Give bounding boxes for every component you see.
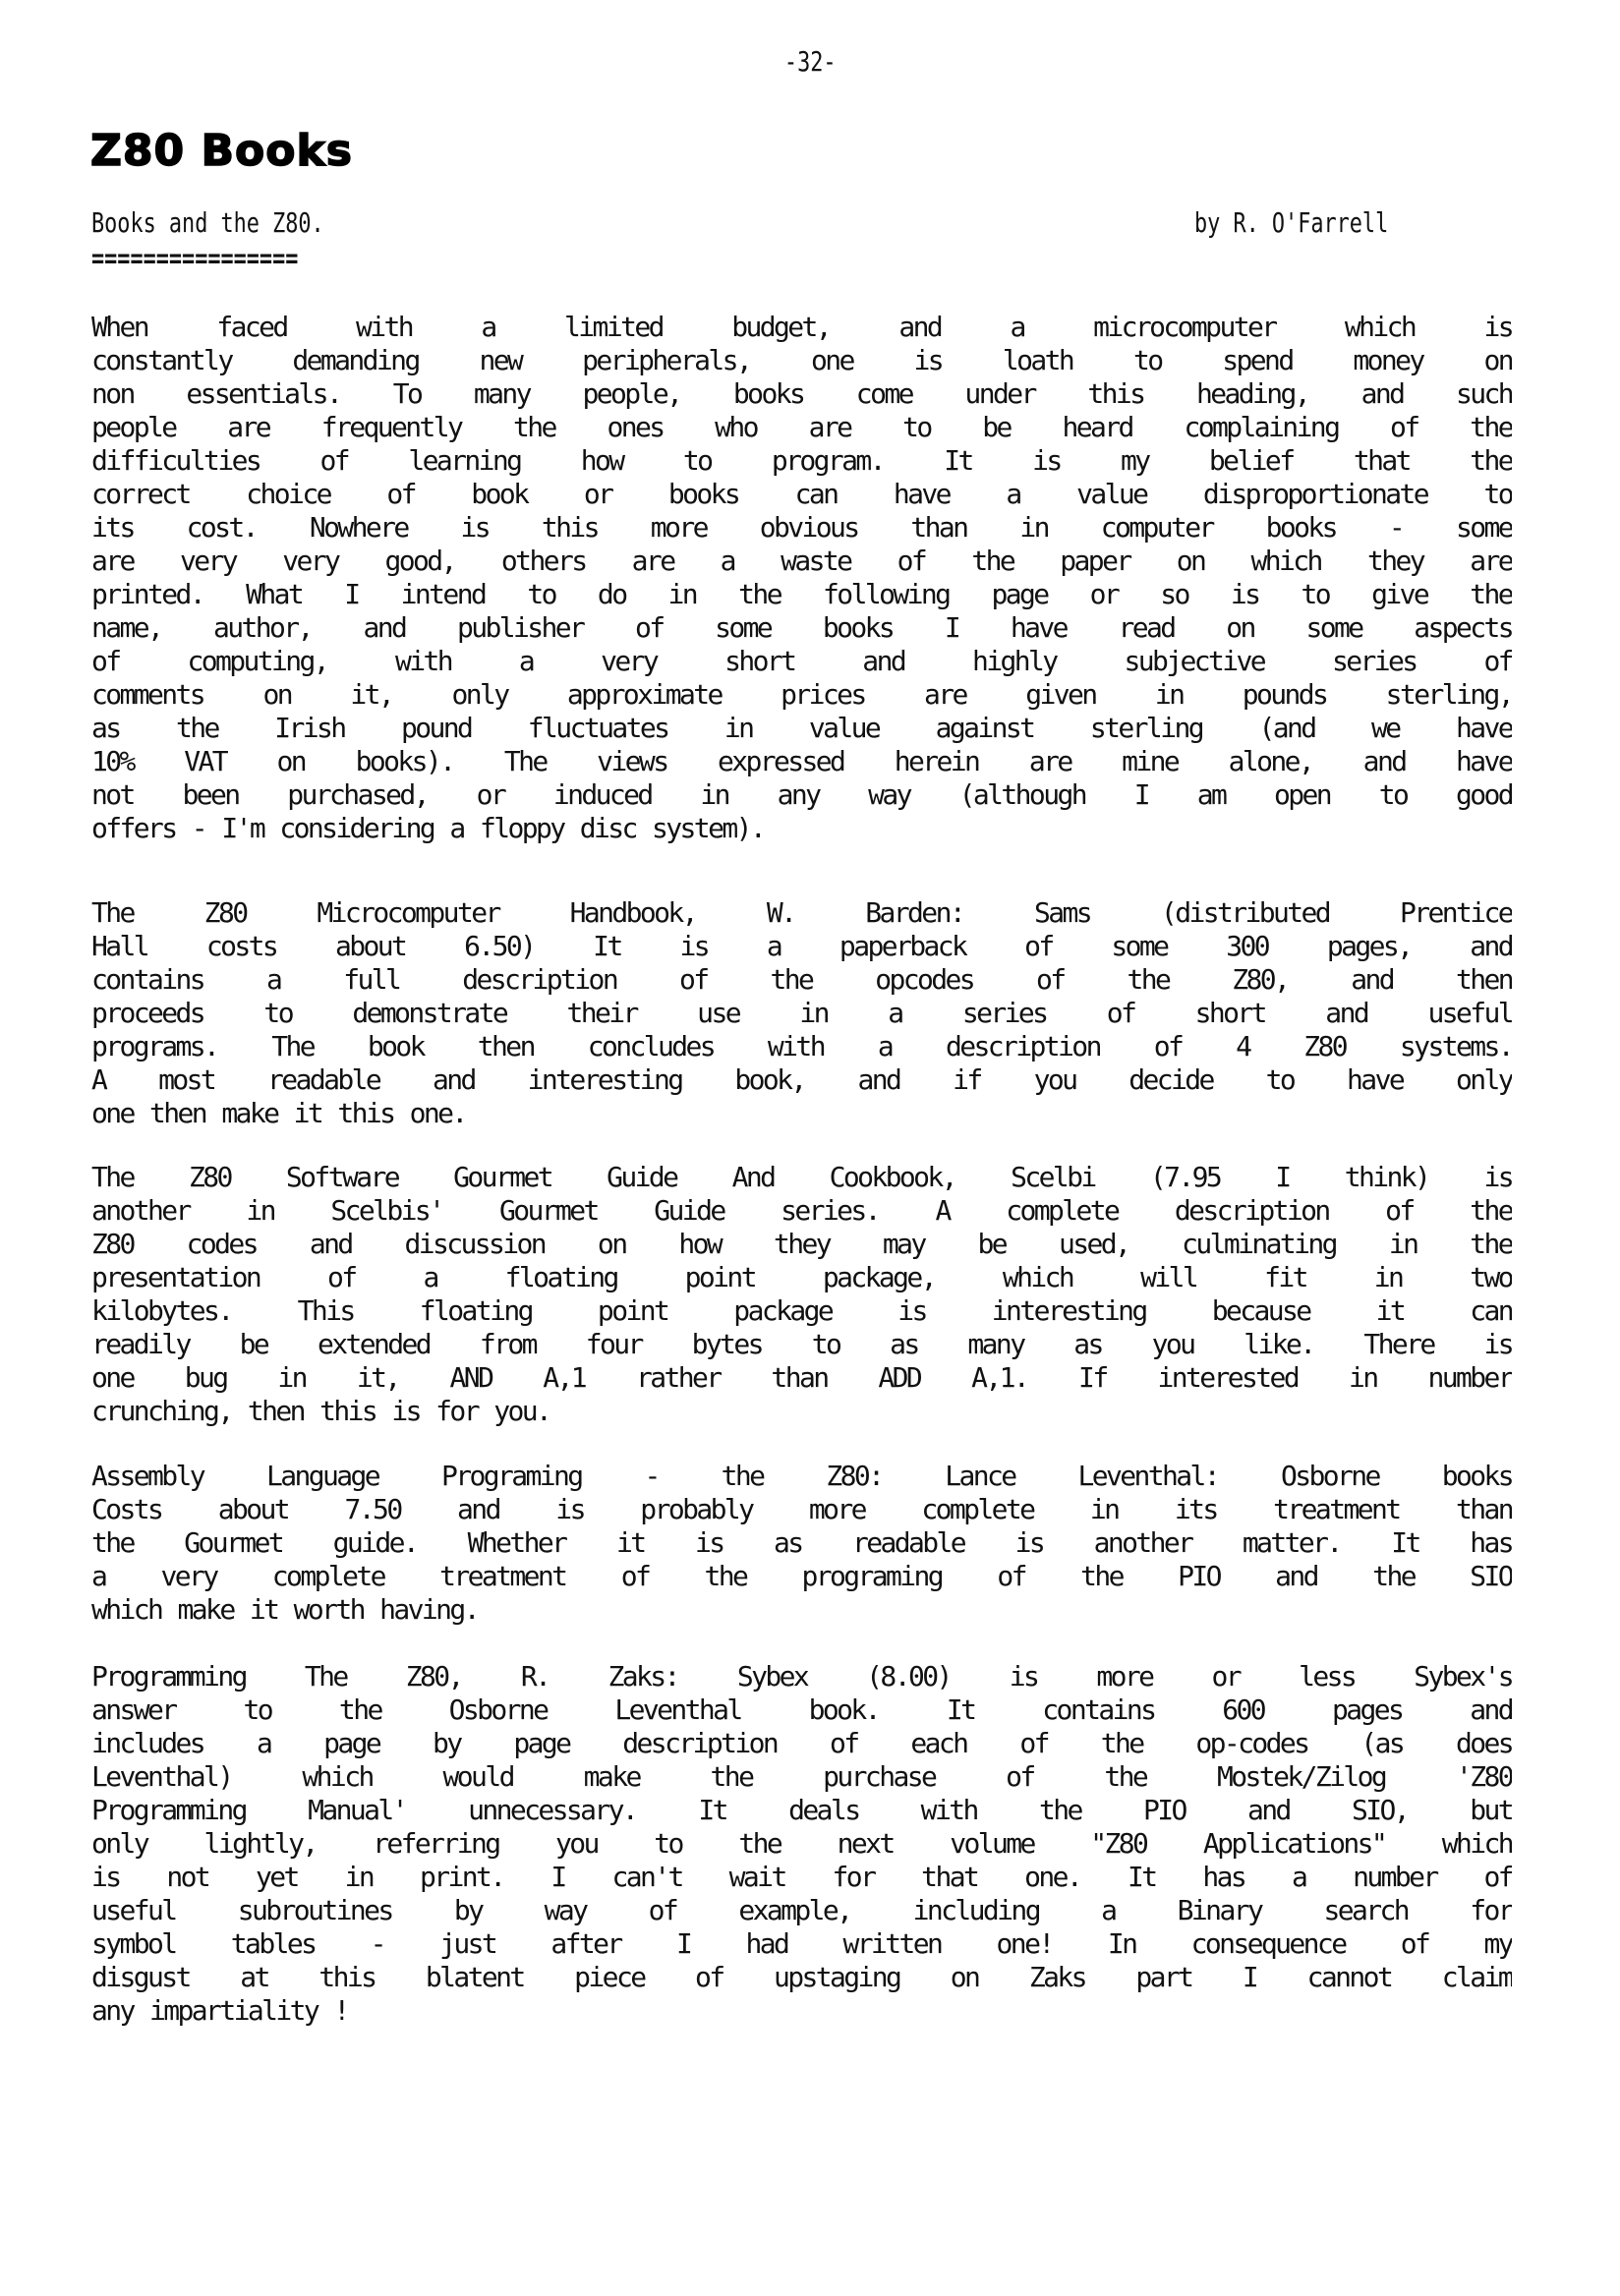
text-line: contains a full description of the opcodes of the Z80, and then bbox=[91, 963, 1512, 996]
page-title: Z80 Books bbox=[90, 126, 353, 176]
text-line: its cost. Nowhere is this more obvious than in computer books - some bbox=[91, 511, 1512, 544]
paragraph-zaks-programming bbox=[91, 1660, 1512, 2028]
text-line: disgust at this blatent piece of upstaging on Zaks part I cannot claim bbox=[91, 1961, 1512, 1993]
text-line: as the Irish pound fluctuates in value against sterling (and we have bbox=[91, 712, 1512, 744]
text-line: A most readable and interesting book, and if you decide to have only bbox=[91, 1063, 1512, 1096]
text-line: difficulties of learning how to program. It is my belief that the bbox=[91, 444, 1512, 477]
text-line: any impartiality ! bbox=[91, 1994, 348, 2027]
text-line: people are frequently the ones who are to be heard complaining of the bbox=[91, 411, 1512, 443]
text-line: Costs about 7.50 and is probably more complete in its treatment than bbox=[91, 1493, 1512, 1525]
text-line: of computing, with a very short and highly subjective series of bbox=[91, 645, 1512, 677]
subtitle-underline: ================ bbox=[91, 242, 299, 274]
text-line: name, author, and publisher of some books I have read on some aspects bbox=[91, 611, 1512, 644]
text-line: Programming The Z80, R. Zaks: Sybex (8.00) is more or less Sybex's bbox=[91, 1660, 1512, 1693]
text-line: 10% VAT on books). The views expressed herein are mine alone, and have bbox=[91, 745, 1512, 777]
text-line: answer to the Osborne Leventhal book. It contains 600 pages and bbox=[91, 1693, 1512, 1726]
paragraph-leventhal-assembly bbox=[91, 1460, 1512, 1627]
text-line: Programming Manual' unnecessary. It deals with the PIO and SIO, but bbox=[91, 1794, 1512, 1826]
text-line: the Gourmet guide. Whether it is as readable is another matter. It has bbox=[91, 1526, 1512, 1559]
text-line: programs. The book then concludes with a description of 4 Z80 systems. bbox=[91, 1030, 1512, 1062]
paragraph-barden-handbook bbox=[91, 896, 1512, 1130]
text-line: Z80 codes and discussion on how they may be used, culminating in the bbox=[91, 1228, 1512, 1260]
article-subtitle: Books and the Z80. bbox=[91, 206, 324, 239]
text-line: which make it worth having. bbox=[91, 1593, 478, 1626]
paragraph-scelbi-gourmet bbox=[91, 1161, 1512, 1428]
text-line: another in Scelbis' Gourmet Guide series. A complete description of the bbox=[91, 1194, 1512, 1227]
text-line: printed. What I intend to do in the following page or so is to give the bbox=[91, 578, 1512, 610]
text-line: kilobytes. This floating point package is interesting because it can bbox=[91, 1294, 1512, 1327]
article-byline: by R. O'Farrell bbox=[1194, 206, 1389, 239]
text-line: one bug in it, AND A,1 rather than ADD A,1. If interested in number bbox=[91, 1361, 1512, 1394]
text-line: non essentials. To many people, books come under this heading, and such bbox=[91, 377, 1512, 410]
text-line: symbol tables - just after I had written one! In consequence of my bbox=[91, 1927, 1512, 1960]
text-line: readily be extended from four bytes to as many as you like. There is bbox=[91, 1328, 1512, 1360]
page-number: -32- bbox=[783, 45, 837, 78]
text-line: includes a page by page description of each of the op-codes (as does bbox=[91, 1727, 1512, 1759]
text-line: only lightly, referring you to the next volume "Z80 Applications" which bbox=[91, 1827, 1512, 1860]
text-line: Assembly Language Programing - the Z80: Lance Leventhal: Osborne books bbox=[91, 1460, 1512, 1492]
paragraph-intro bbox=[91, 311, 1512, 845]
text-line: correct choice of book or books can have a value disproportionate to bbox=[91, 478, 1512, 510]
text-line: not been purchased, or induced in any way (although I am open to good bbox=[91, 778, 1512, 811]
text-line: offers - I'm considering a floppy disc system). bbox=[91, 812, 765, 844]
text-line: constantly demanding new peripherals, one is loath to spend money on bbox=[91, 344, 1512, 376]
text-line: Leventhal) which would make the purchase of the Mostek/Zilog 'Z80 bbox=[91, 1760, 1512, 1793]
text-line: The Z80 Software Gourmet Guide And Cookbook, Scelbi (7.95 I think) is bbox=[91, 1161, 1512, 1193]
text-line: presentation of a floating point package, which will fit in two bbox=[91, 1261, 1512, 1293]
text-line: When faced with a limited budget, and a microcomputer which is bbox=[91, 311, 1512, 343]
article-header bbox=[91, 206, 1512, 246]
text-line: comments on it, only approximate prices are given in pounds sterling, bbox=[91, 678, 1512, 711]
text-line: useful subroutines by way of example, including a Binary search for bbox=[91, 1894, 1512, 1926]
text-line: is not yet in print. I can't wait for that one. It has a number of bbox=[91, 1861, 1512, 1893]
text-line: Hall costs about 6.50) It is a paperback of some 300 pages, and bbox=[91, 930, 1512, 962]
text-line: proceeds to demonstrate their use in a series of short and useful bbox=[91, 997, 1512, 1029]
text-line: one then make it this one. bbox=[91, 1097, 466, 1129]
text-line: The Z80 Microcomputer Handbook, W. Barden: Sams (distributed Prentice bbox=[91, 896, 1512, 929]
text-line: crunching, then this is for you. bbox=[91, 1395, 550, 1427]
text-line: a very complete treatment of the programing of the PIO and the SIO bbox=[91, 1560, 1512, 1592]
text-line: are very very good, others are a waste of the paper on which they are bbox=[91, 545, 1512, 577]
